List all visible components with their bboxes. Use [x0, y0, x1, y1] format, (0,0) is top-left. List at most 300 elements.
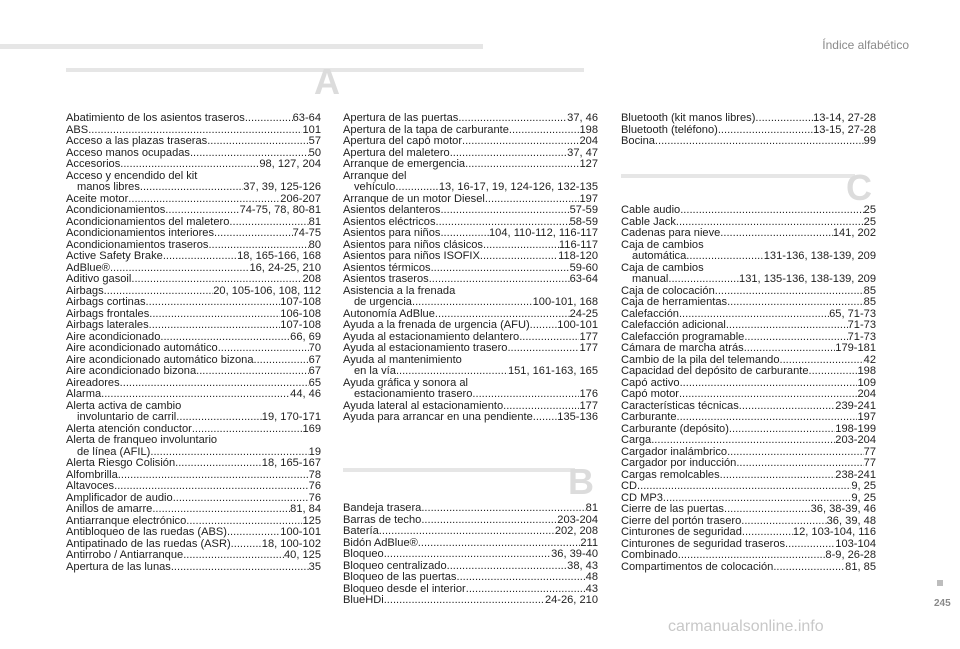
index-entry — [621, 263, 876, 286]
dot-leader — [218, 343, 309, 354]
dot-leader — [472, 389, 579, 400]
entry-term: Capó activo — [621, 377, 680, 389]
entry-term: Arranque del — [343, 170, 407, 182]
entry-term: Asientos para niños clásicos — [343, 239, 483, 251]
index-entry — [66, 481, 321, 493]
entry-term: BlueHDi — [343, 595, 384, 606]
index-entry — [66, 343, 321, 355]
entry-term: Cámara de marcha atrás — [621, 343, 744, 354]
entry-pages: 67 — [308, 354, 321, 366]
index-entry — [66, 389, 321, 401]
dot-leader — [742, 527, 793, 538]
index-entry — [621, 228, 876, 240]
index-entry — [343, 538, 598, 550]
dot-leader — [744, 332, 847, 343]
dot-leader — [379, 526, 555, 537]
dot-leader — [431, 263, 570, 274]
entry-pages: 197 — [857, 412, 876, 423]
entry-pages: 99 — [863, 136, 876, 147]
dot-leader — [720, 228, 833, 239]
index-entry — [343, 526, 598, 538]
index-entry — [66, 470, 321, 482]
entry-pages: 77 — [863, 446, 876, 458]
entry-term: Bloqueo desde el interior — [343, 583, 466, 595]
dot-leader — [686, 251, 763, 262]
entry-pages: 103-104 — [835, 538, 876, 550]
dot-leader — [104, 286, 214, 297]
entry-pages: 176 — [579, 388, 598, 400]
index-entry — [621, 309, 876, 321]
index-entry — [343, 113, 598, 125]
index-entry — [343, 125, 598, 137]
dot-leader — [480, 251, 558, 262]
index-entry — [621, 412, 876, 424]
dot-leader — [519, 332, 579, 343]
entry-term: estacionamiento trasero — [354, 388, 473, 400]
entry-term: Caja de colocación — [621, 285, 715, 297]
index-entry — [343, 355, 598, 378]
index-entry — [621, 332, 876, 344]
entry-pages: 100-101, 168 — [532, 296, 598, 308]
entry-term: Acceso y encendido del kit — [66, 170, 198, 182]
entry-pages: 106-108 — [280, 308, 321, 320]
dot-leader — [120, 378, 309, 389]
entry-pages: 36, 38-39, 46 — [810, 504, 876, 515]
dot-leader — [114, 481, 309, 492]
entry-pages: 135-136 — [557, 412, 598, 423]
entry-term: Airbags laterales — [66, 320, 149, 331]
index-entry — [621, 343, 876, 355]
index-entry — [621, 470, 876, 482]
index-entry — [66, 424, 321, 436]
entry-term: Asientos delanteros — [343, 205, 441, 216]
entry-term: Asientos para niños — [343, 228, 441, 239]
entry-term: Apertura del capó motor — [343, 136, 463, 147]
entry-pages: 37, 39, 125-126 — [243, 181, 321, 193]
entry-pages: 37, 46 — [567, 113, 598, 124]
index-entry — [621, 435, 876, 447]
index-entry — [66, 458, 321, 470]
entry-term: involuntario de carril — [77, 411, 177, 423]
entry-term: Cadenas para nieve — [621, 228, 721, 239]
entry-term: vehículo — [354, 181, 396, 193]
entry-term: Acondicionamientos del maletero — [66, 216, 230, 228]
entry-term: Calefacción programable — [621, 331, 745, 343]
entry-pages: 44, 46 — [290, 389, 321, 400]
index-entry — [66, 286, 321, 298]
entry-term: manos libres — [77, 181, 140, 193]
dot-leader — [101, 389, 290, 400]
entry-term: Abatimiento de los asientos traseros — [66, 113, 245, 124]
entry-term: Carburante (depósito) — [621, 423, 729, 435]
index-entry — [66, 217, 321, 229]
entry-pages: 65 — [308, 377, 321, 389]
entry-term: Capacidad del depósito de carburante — [621, 366, 809, 377]
index-entry — [66, 159, 321, 171]
dot-leader — [227, 527, 280, 538]
index-column-1 — [66, 113, 321, 573]
entry-pages: 12, 103-104, 116 — [792, 527, 876, 538]
dot-leader — [785, 539, 835, 550]
entry-pages: 58-59 — [569, 216, 598, 228]
index-entry — [66, 401, 321, 424]
entry-term: Asientos traseros — [343, 274, 429, 285]
entry-pages: 141, 202 — [832, 228, 876, 239]
entry-pages: 19 — [308, 445, 321, 458]
entry-pages: 202, 208 — [554, 526, 598, 537]
index-entry — [343, 263, 598, 275]
index-entry — [621, 458, 876, 470]
entry-term: Carburante — [621, 412, 677, 423]
dot-leader — [509, 125, 580, 136]
index-entry — [343, 148, 598, 160]
dot-leader — [462, 136, 579, 147]
entry-pages: 206-207 — [280, 193, 321, 205]
index-entry — [343, 251, 598, 263]
entry-term: Anillos de amarre — [66, 504, 153, 515]
dot-leader — [679, 309, 829, 320]
dot-leader — [729, 424, 835, 435]
entry-pages: 71-73 — [847, 331, 876, 343]
dot-leader — [253, 355, 308, 366]
entry-term: Acceso a las plazas traseras — [66, 136, 208, 147]
entry-term: Airbags — [66, 285, 104, 297]
entry-term: Caja de cambios — [621, 262, 704, 274]
index-entry — [66, 228, 321, 240]
entry-pages: 204 — [857, 389, 876, 400]
dot-leader — [163, 251, 237, 262]
entry-term: Aire acondicionado automático — [66, 343, 218, 354]
entry-pages: 18, 100-102 — [261, 538, 321, 550]
index-entry — [343, 401, 598, 413]
entry-pages: 25 — [863, 216, 876, 228]
entry-term: Bloqueo — [343, 549, 384, 560]
entry-term: Alfombrilla — [66, 469, 118, 481]
entry-term: Aireadores — [66, 377, 120, 389]
dot-leader — [175, 458, 262, 469]
entry-term: Aditivo gasoil — [66, 274, 132, 285]
dot-leader — [118, 470, 309, 481]
entry-term: Ayuda a la frenada de urgencia (AFU) — [343, 320, 530, 331]
entry-pages: 38, 43 — [567, 560, 598, 572]
index-entry — [66, 240, 321, 252]
index-entry — [621, 401, 876, 413]
index-entry — [66, 136, 321, 148]
entry-term: Características técnicas — [621, 400, 739, 412]
entry-term: Bloqueo centralizado — [343, 560, 447, 572]
dot-leader — [412, 297, 533, 308]
entry-term: Altavoces — [66, 481, 115, 492]
entry-pages: 211 — [580, 537, 598, 549]
entry-term: Alerta atención conductor — [66, 423, 192, 435]
entry-pages: 20, 105-106, 108, 112 — [213, 285, 321, 297]
index-entry — [621, 481, 876, 493]
entry-term: Apertura de la tapa de carburante — [343, 124, 509, 136]
entry-pages: 70 — [308, 343, 321, 354]
dot-leader — [120, 159, 259, 170]
entry-pages: 57 — [308, 136, 321, 147]
dot-leader — [503, 401, 579, 412]
entry-term: Airbags cortinas — [66, 297, 146, 308]
index-entry — [343, 584, 598, 596]
dot-leader — [533, 412, 558, 423]
entry-pages: 198 — [579, 124, 598, 136]
entry-term: Cargas remolcables — [621, 469, 720, 481]
section-b-divider — [343, 468, 575, 472]
dot-leader — [663, 493, 851, 504]
index-entry — [66, 263, 321, 275]
dot-leader — [186, 516, 302, 527]
index-entry — [66, 113, 321, 125]
dot-leader — [447, 561, 568, 572]
index-entry — [66, 194, 321, 206]
entry-term: Acondicionamientos — [66, 205, 166, 216]
entry-pages: 100-101 — [557, 320, 598, 331]
dot-leader — [483, 240, 559, 251]
index-entry — [343, 274, 598, 286]
entry-term: Accesorios — [66, 159, 121, 170]
dot-leader — [110, 263, 249, 274]
entry-term: Cable audio — [621, 205, 681, 216]
index-entry — [66, 355, 321, 367]
dot-leader — [507, 343, 579, 354]
entry-term: de línea (AFIL) — [77, 445, 151, 458]
index-entry — [343, 159, 598, 171]
index-entry — [66, 378, 321, 390]
entry-term: Aire acondicionado automático bizona — [66, 354, 254, 366]
dot-leader — [724, 504, 811, 515]
index-entry — [343, 343, 598, 355]
entry-term: Calefacción — [621, 308, 679, 320]
index-entry — [343, 194, 598, 206]
index-entry — [343, 286, 598, 309]
entry-pages: 179-181 — [835, 343, 876, 354]
entry-pages: 197 — [579, 193, 598, 205]
entry-term: AdBlue® — [66, 262, 110, 274]
entry-term: Apertura de las puertas — [343, 113, 459, 124]
top-bar — [0, 44, 483, 49]
index-entry — [621, 447, 876, 459]
index-entry — [621, 562, 876, 574]
entry-pages: 24-26, 210 — [544, 595, 598, 606]
entry-term: Antibloqueo de las ruedas (ABS) — [66, 527, 227, 538]
index-entry — [343, 378, 598, 401]
dot-leader — [183, 550, 284, 561]
entry-term: Cargador inalámbrico — [621, 446, 728, 458]
entry-pages: 101 — [302, 124, 321, 136]
dot-leader — [131, 274, 302, 285]
entry-pages: 13, 16-17, 19, 124-126, 132-135 — [438, 181, 598, 193]
entry-term: Arranque de un motor Diesel — [343, 193, 485, 205]
dot-leader — [384, 595, 545, 606]
dot-leader — [421, 503, 585, 514]
entry-pages: 71-73 — [847, 320, 876, 331]
entry-term: Ayuda lateral al estacionamiento — [343, 400, 504, 412]
entry-term: Active Safety Brake — [66, 251, 163, 262]
entry-pages: 98, 127, 204 — [259, 159, 321, 170]
dot-leader — [229, 217, 308, 228]
entry-term: CD — [621, 481, 638, 492]
entry-term: Combinado — [621, 550, 678, 561]
index-entry — [66, 332, 321, 344]
entry-term: Cierre del portón trasero — [621, 515, 742, 527]
dot-leader — [192, 424, 303, 435]
dot-leader — [128, 194, 280, 205]
entry-pages: 50 — [308, 147, 321, 159]
dot-leader — [149, 309, 280, 320]
entry-pages: 107-108 — [280, 297, 321, 308]
index-entry — [621, 389, 876, 401]
entry-pages: 81, 84 — [290, 504, 321, 515]
entry-term: Ayuda al estacionamiento delantero — [343, 331, 520, 343]
dot-leader — [466, 584, 586, 595]
index-entry — [621, 424, 876, 436]
dot-leader — [720, 470, 836, 481]
section-letter-a: A — [314, 61, 340, 102]
entry-term: Antiarranque electrónico — [66, 515, 187, 527]
entry-term: ABS — [66, 124, 89, 136]
entry-term: manual — [632, 273, 669, 285]
index-column-b — [343, 503, 598, 607]
dot-leader — [727, 297, 864, 308]
index-entry — [343, 205, 598, 217]
index-entry — [621, 217, 876, 229]
dot-leader — [231, 539, 262, 550]
index-entry — [66, 493, 321, 505]
index-entry — [66, 297, 321, 309]
entry-pages: 85 — [863, 285, 876, 297]
index-entry — [621, 320, 876, 332]
dot-leader — [150, 447, 308, 458]
index-entry — [66, 562, 321, 574]
dot-leader — [152, 504, 290, 515]
dot-leader — [456, 572, 585, 583]
entry-pages: 118-120 — [558, 251, 598, 262]
dot-leader — [655, 136, 864, 147]
dot-leader — [196, 366, 309, 377]
index-entry — [66, 550, 321, 562]
dot-leader — [245, 113, 293, 124]
index-entry — [66, 516, 321, 528]
entry-pages: 177 — [579, 400, 598, 412]
dot-leader — [440, 228, 489, 239]
index-entry — [66, 205, 321, 217]
index-entry — [621, 504, 876, 516]
dot-leader — [440, 205, 569, 216]
dot-leader — [679, 389, 858, 400]
index-entry — [621, 493, 876, 505]
dot-leader — [395, 182, 439, 193]
entry-pages: 43 — [585, 583, 598, 595]
index-entry — [343, 595, 598, 607]
index-entry — [621, 378, 876, 390]
entry-term: Apertura de las lunas — [66, 561, 171, 573]
entry-pages: 25 — [863, 205, 876, 216]
dot-leader — [726, 320, 848, 331]
entry-term: Cinturones de seguridad — [621, 527, 742, 538]
index-column-c — [621, 205, 876, 573]
entry-pages: 100-101 — [280, 527, 321, 538]
index-entry — [343, 309, 598, 321]
page-number: 245 — [934, 598, 951, 609]
entry-term: Ayuda para arrancar en una pendiente — [343, 412, 533, 423]
dot-leader — [637, 481, 851, 492]
entry-term: Calefacción adicional — [621, 320, 726, 331]
entry-pages: 13-15, 27-28 — [813, 124, 876, 136]
entry-pages: 63-64 — [569, 274, 598, 285]
index-entry — [343, 240, 598, 252]
index-entry — [621, 366, 876, 378]
entry-term: Asientos para niños ISOFIX — [343, 251, 480, 262]
entry-term: CD MP3 — [621, 492, 663, 504]
dot-leader — [88, 125, 302, 136]
entry-pages: 9, 25 — [851, 481, 876, 492]
index-entry — [66, 148, 321, 160]
entry-pages: 66, 69 — [290, 331, 321, 343]
index-entry — [66, 171, 321, 194]
entry-term: Batería — [343, 526, 379, 537]
entry-pages: 16, 24-25, 210 — [249, 262, 321, 274]
index-entry — [66, 320, 321, 332]
entry-term: en la vía — [354, 365, 396, 377]
entry-pages: 37, 47 — [567, 147, 598, 159]
dot-leader — [458, 113, 567, 124]
dot-leader — [668, 274, 739, 285]
entry-term: Aceite motor — [66, 193, 129, 205]
index-entry — [343, 561, 598, 573]
entry-pages: 65, 71-73 — [829, 308, 876, 320]
entry-term: Cierre de las puertas — [621, 504, 724, 515]
dot-leader — [176, 412, 262, 423]
dot-leader — [773, 562, 845, 573]
entry-term: Carga — [621, 435, 652, 446]
entry-term: Asientos eléctricos — [343, 216, 436, 228]
index-entry — [343, 503, 598, 515]
index-entry — [343, 412, 598, 424]
dot-leader — [208, 240, 308, 251]
dot-leader — [171, 562, 309, 573]
entry-term: Alerta activa de cambio — [66, 400, 182, 412]
dot-leader — [165, 205, 239, 216]
entry-term: Acceso manos ocupadas — [66, 147, 190, 159]
entry-term: Asientos térmicos — [343, 262, 431, 274]
entry-pages: 85 — [863, 297, 876, 308]
index-column-3 — [621, 113, 876, 148]
dot-leader — [718, 125, 813, 136]
page-header: Índice alfabético — [822, 38, 909, 52]
entry-term: Aire acondicionado — [66, 331, 161, 343]
dot-leader — [160, 332, 290, 343]
index-entry — [66, 527, 321, 539]
entry-term: Autonomía AdBlue — [343, 308, 435, 320]
entry-term: Cargador por inducción — [621, 458, 737, 469]
index-entry — [343, 217, 598, 229]
entry-pages: 8-9, 26-28 — [825, 550, 876, 561]
dot-leader — [530, 320, 558, 331]
dot-leader — [678, 550, 826, 561]
index-entry — [66, 366, 321, 378]
entry-pages: 67 — [308, 366, 321, 377]
entry-pages: 36, 39-40 — [551, 549, 598, 560]
index-entry — [343, 572, 598, 584]
entry-term: Antirrobo / Antiarranque — [66, 550, 184, 561]
dot-leader — [651, 435, 835, 446]
index-entry — [621, 240, 876, 263]
index-entry — [621, 125, 876, 137]
dot-leader — [207, 136, 308, 147]
index-entry — [343, 320, 598, 332]
entry-term: Bidón AdBlue® — [343, 537, 418, 549]
